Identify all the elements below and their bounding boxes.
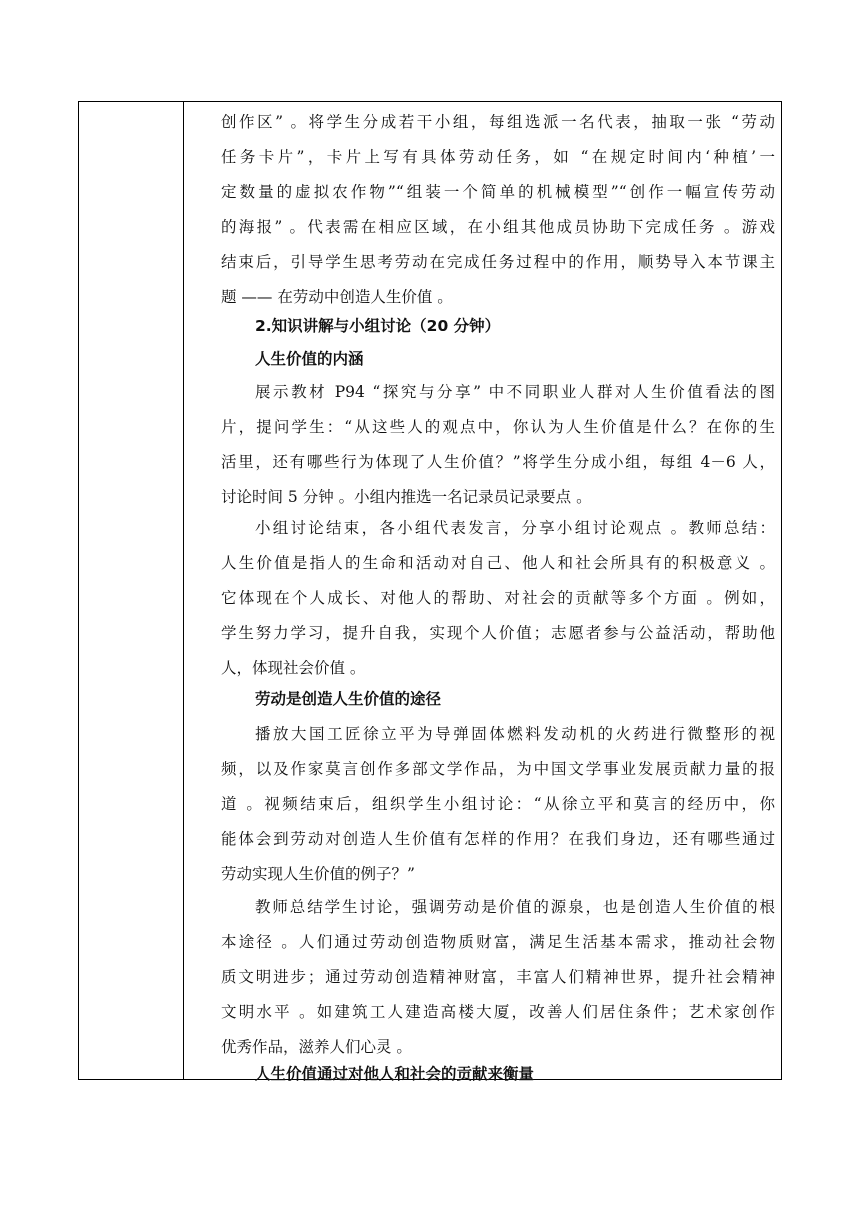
paragraph-line: 创作区” 。将学生分成若干小组，每组选派一名代表，抽取一张 “劳动 [221,113,775,131]
paragraph-line: 质文明进步；通过劳动创造精神财富，丰富人们精神世界，提升社会精神 [221,968,775,986]
paragraph-line: 文明水平 。如建筑工人建造高楼大厦，改善人们居住条件；艺术家创作 [221,1003,775,1021]
paragraph-line: 劳动实现人生价值的例子？” [221,865,415,883]
paragraph-line: 任务卡片”，卡片上写有具体劳动任务，如 “在规定时间内‘种植’一 [221,148,775,166]
paragraph-line: 题 —— 在劳动中创造人生价值 。 [221,288,453,306]
paragraph-line: 优秀作品，滋养人们心灵 。 [221,1038,412,1056]
paragraph-line: 小组讨论结束，各小组代表发言，分享小组讨论观点 。教师总结： [255,519,775,537]
paragraph-line: 本途径 。人们通过劳动创造物质财富，满足生活基本需求，推动社会物 [221,933,775,951]
paragraph-line: 结束后，引导学生思考劳动在完成任务过程中的作用，顺势导入本节课主 [221,253,775,271]
paragraph-line: 频，以及作家莫言创作多部文学作品，为中国文学事业发展贡献力量的报 [221,760,775,778]
paragraph-line: 定数量的虚拟农作物”“组装一个简单的机械模型”“创作一幅宣传劳动 [221,183,775,201]
lesson-plan-table [78,101,782,1083]
paragraph-line: 它体现在个人成长、对他人的帮助、对社会的贡献等多个方面 。例如， [221,589,775,607]
paragraph-line: 能体会到劳动对创造人生价值有怎样的作用？在我们身边，还有哪些通过 [221,830,775,848]
paragraph-line: 展示教材 P94 “探究与分享” 中不同职业人群对人生价值看法的图 [255,383,775,401]
paragraph-line: 道 。视频结束后，组织学生小组讨论：“从徐立平和莫言的经历中，你 [221,795,775,813]
paragraph-line: 的海报” 。代表需在相应区域，在小组其他成员协助下完成任务 。游戏 [221,218,775,236]
section-title: 2.知识讲解与小组讨论（20 分钟） [255,317,501,335]
subheading-labor-creates-value: 劳动是创造人生价值的途径 [255,690,442,708]
paragraph-line: 播放大国工匠徐立平为导弹固体燃料发动机的火药进行微整形的视 [255,725,775,743]
paragraph-line: 学生努力学习，提升自我，实现个人价值；志愿者参与公益活动，帮助他 [221,624,775,642]
paragraph-line: 人生价值是指人的生命和活动对自己、他人和社会所具有的积极意义 。 [221,554,775,572]
paragraph-line: 教师总结学生讨论，强调劳动是价值的源泉，也是创造人生价值的根 [255,898,775,916]
table-left-column-cell [79,102,183,1079]
subheading-life-value-meaning: 人生价值的内涵 [255,350,364,368]
subheading-contribution-measure: 人生价值通过对他人和社会的贡献来衡量 [255,1065,535,1083]
paragraph-line: 讨论时间 5 分钟 。小组内推选一名记录员记录要点 。 [221,488,592,506]
paragraph-line: 人，体现社会价值 。 [221,659,366,677]
paragraph-line: 片，提问学生：“从这些人的观点中，你认为人生价值是什么？在你的生 [221,418,775,436]
table-column-divider [183,102,184,1079]
paragraph-line: 活里，还有哪些行为体现了人生价值？”将学生分成小组，每组 4－6 人， [221,453,775,471]
